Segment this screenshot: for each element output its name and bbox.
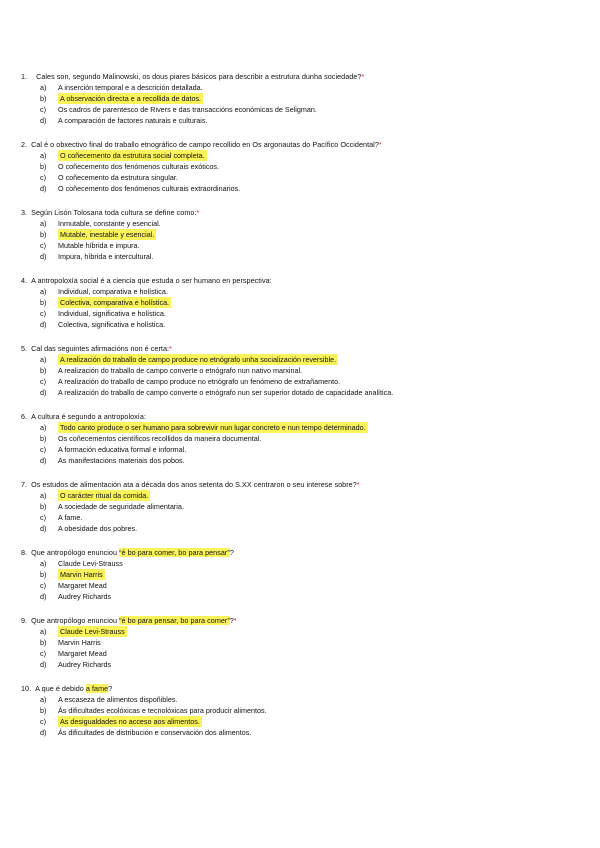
question-text: 5. Cal das seguintes afirmacións non é certa:* xyxy=(21,344,172,353)
question-text: 8. Que antropólogo enunciou “é bo para comer, bo para pensar”? xyxy=(21,548,234,557)
highlighted-quote: “é bo para pensar, bo para comer” xyxy=(119,616,230,625)
option-a: a) Individual, comparativa e holística. xyxy=(40,287,168,296)
option-b: b) A sociedade de seguridade alimentaria. xyxy=(40,502,184,511)
question-7 xyxy=(21,479,581,534)
question-text: 4. A antropoloxía social é a ciencia que estuda o ser humano en perspectiva: xyxy=(21,276,272,285)
highlighted-answer: Todo canto produce o ser humano para sobrevivir nun lugar concreto e nun tempo determinado. xyxy=(60,423,366,432)
highlighted-answer: Colectiva, comparativa e holística. xyxy=(60,298,170,307)
option-b: b) Marvin Harris xyxy=(40,570,103,579)
question-text: 2. Cal é o obxectivo final do traballo etnográfico de campo recollido en Os argonautas do Pacífico Occidental?* xyxy=(21,140,382,149)
option-c: c) Margaret Mead xyxy=(40,649,107,658)
option-b: b) Ás dificultades ecolóxicas e tecnolóxicas para producir alimentos. xyxy=(40,706,267,715)
option-b: b) Mutable, inestable y esencial. xyxy=(40,230,155,239)
option-c: c) Mutable híbrida e impura. xyxy=(40,241,140,250)
option-c: c) Individual, significativa e holística. xyxy=(40,309,166,318)
option-d: d) Ás dificultades de distribución e conservación dos alimentos. xyxy=(40,728,252,737)
highlighted-answer: Claude Levi-Strauss xyxy=(60,627,125,636)
option-b: b) A observación directa e a recollida de datos. xyxy=(40,94,202,103)
required-mark: * xyxy=(196,208,200,217)
option-c: c) A realización do traballo de campo produce no etnógrafo un fenómeno de extrañamento. xyxy=(40,377,341,386)
option-b: b) A realización do traballo de campo converte o etnógrafo nun nativo marxinal. xyxy=(40,366,303,375)
required-mark: * xyxy=(233,616,237,625)
question-10 xyxy=(21,683,581,738)
question-8 xyxy=(21,547,581,602)
option-a: a) Claude Levi-Strauss xyxy=(40,627,125,636)
question-text: 10. A que é debido a fame? xyxy=(21,684,113,693)
highlighted-answer: Marvin Harris xyxy=(60,570,103,579)
question-5 xyxy=(21,343,581,398)
option-c: c) A formación educativa formal e informal. xyxy=(40,445,187,454)
required-mark: * xyxy=(356,480,360,489)
option-c: c) Os cadros de parentesco de Rivers e das transaccións económicas de Seligman. xyxy=(40,105,317,114)
option-a: a) Claude Levi-Strauss xyxy=(40,559,123,568)
option-d: d) A realización do traballo de campo converte o etnógrafo nun ser superior dotado de capacidade analítica. xyxy=(40,388,394,397)
option-c: c) A fame. xyxy=(40,513,83,522)
option-b: b) Colectiva, comparativa e holística. xyxy=(40,298,170,307)
option-d: d) A obesidade dos pobres. xyxy=(40,524,138,533)
option-d: d) Audrey Richards xyxy=(40,592,112,601)
question-text: 7. Os estudos de alimentación ata a década dos anos setenta do S.XX centraron o seu interese sobre?* xyxy=(21,480,360,489)
highlighted-answer: O carácter ritual da comida. xyxy=(60,491,149,500)
question-3 xyxy=(21,207,581,262)
option-d: d) O coñecemento dos fenómenos culturais extraordinarios. xyxy=(40,184,241,193)
option-a: a) O carácter ritual da comida. xyxy=(40,491,149,500)
question-9 xyxy=(21,615,581,670)
option-c: c) O coñecemento da estrutura singular. xyxy=(40,173,178,182)
required-mark: * xyxy=(169,344,172,353)
highlighted-answer: Mutable, inestable y esencial. xyxy=(60,230,155,239)
highlighted-quote: “é bo para comer, bo para pensar” xyxy=(119,548,230,557)
question-1 xyxy=(21,71,581,126)
highlighted-answer: A observación directa e a recollida de datos. xyxy=(60,94,202,103)
option-a: a) O coñecemento da estrutura social completa. xyxy=(40,151,205,160)
question-6 xyxy=(21,411,581,466)
highlighted-answer: O coñecemento da estrutura social completa. xyxy=(60,151,205,160)
question-text: 3. Según Lisón Tolosana toda cultura se define como:* xyxy=(21,208,200,217)
highlighted-answer: A realización do traballo de campo produce no etnógrafo unha socialización reversible. xyxy=(60,355,337,364)
option-c: c) As desigualdades no acceso aos alimentos. xyxy=(40,717,200,726)
option-a: a) A escaseza de alimentos dispoñibles. xyxy=(40,695,178,704)
option-d: d) Audrey Richards xyxy=(40,660,112,669)
option-a: a) A realización do traballo de campo produce no etnógrafo unha socialización reversible. xyxy=(40,355,337,364)
question-text: 6. A cultura é segundo a antropoloxía: xyxy=(21,412,146,421)
question-text: 9. Que antropólogo enunciou “é bo para pensar, bo para comer”?* xyxy=(21,616,237,625)
option-a: a) Inmutable, constante y esencial. xyxy=(40,219,161,228)
question-2 xyxy=(21,139,581,194)
required-mark: * xyxy=(378,140,382,149)
option-a: a) Todo canto produce o ser humano para sobrevivir nun lugar concreto e nun tempo determinado. xyxy=(40,423,366,432)
option-d: d) As manifestacións materiais dos pobos. xyxy=(40,456,185,465)
highlighted-answer: As desigualdades no acceso aos alimentos. xyxy=(60,717,200,726)
highlighted-quote: a fame xyxy=(85,684,109,693)
option-d: d) A comparación de factores naturais e culturais. xyxy=(40,116,208,125)
question-4 xyxy=(21,275,581,330)
option-b: b) Os coñecementos científicos recollidos da maneira documental. xyxy=(40,434,262,443)
option-d: d) Impura, híbrida e intercultural. xyxy=(40,252,154,261)
option-b: b) O coñecemento dos fenómenos culturais exóticos. xyxy=(40,162,220,171)
question-text: 1. Cales son, segundo Malinowski, os dous piares básicos para describir a estrutura dunha sociedade?* xyxy=(21,72,365,81)
required-mark: * xyxy=(361,72,365,81)
option-d: d) Colectiva, significativa e holística. xyxy=(40,320,166,329)
option-b: b) Marvin Harris xyxy=(40,638,101,647)
option-a: a) A inserción temporal e a descrición detallada. xyxy=(40,83,203,92)
option-c: c) Margaret Mead xyxy=(40,581,107,590)
